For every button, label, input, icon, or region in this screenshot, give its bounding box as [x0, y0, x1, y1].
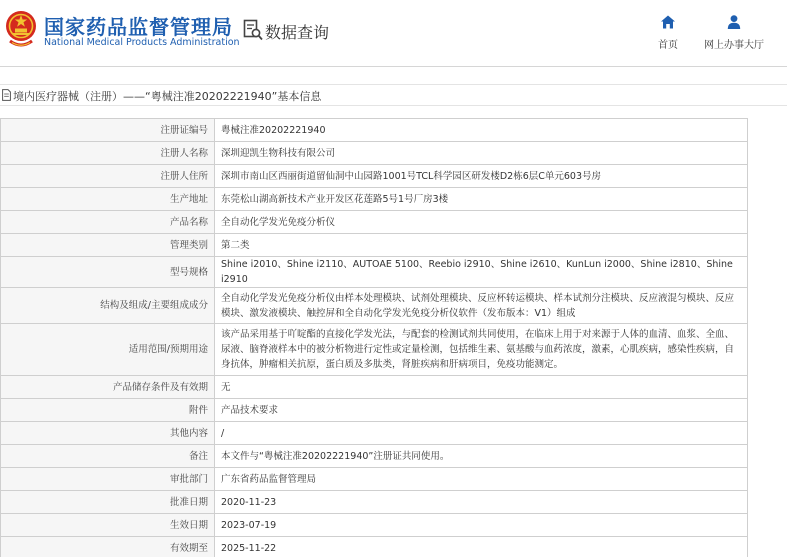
row-label: 管理类别 — [1, 234, 215, 257]
row-label: 注册证编号 — [1, 119, 215, 142]
row-label: 注册人住所 — [1, 165, 215, 188]
row-value: 无 — [215, 376, 748, 399]
row-label: 备注 — [1, 445, 215, 468]
row-value: 该产品采用基于吖啶酯的直接化学发光法，与配套的检测试剂共同使用，在临床上用于对来源于人体的血清、血浆、全血、尿液、脑脊液样本中的被分析物进行定性或定量检测，包括维生素、氨基酸与血药浓度，激素，心肌疾病，感染性疾病，自身抗体，肿瘤相关抗原，蛋白质及多肽类，肾脏疾病和肝病项目，免疫功能测定。 — [215, 324, 748, 376]
table-row — [1, 165, 748, 188]
table-row — [1, 491, 748, 514]
table-row — [1, 445, 748, 468]
row-label: 产品名称 — [1, 211, 215, 234]
table-row — [1, 468, 748, 491]
row-value: 本文件与“粤械注准20202221940”注册证共同使用。 — [215, 445, 748, 468]
row-label: 结构及组成/主要组成成分 — [1, 288, 215, 324]
nav-home-label: 首页 — [658, 40, 678, 51]
row-label: 适用范围/预期用途 — [1, 324, 215, 376]
national-emblem-icon — [4, 9, 38, 49]
row-value: / — [215, 422, 748, 445]
table-row — [1, 324, 748, 376]
user-icon — [726, 14, 742, 30]
header-divider — [0, 66, 787, 67]
table-row — [1, 142, 748, 165]
row-label: 有效期至 — [1, 537, 215, 557]
row-value: 全自动化学发光免疫分析仪由样本处理模块、试剂处理模块、反应杯转运模块、样本试剂分注模块、反应液混匀模块、反应模块、激发液模块、触控屏和全自动化学发光免疫分析仪软件（发布版本：V1）组成 — [215, 288, 748, 324]
nav-online-hall-label: 网上办事大厅 — [704, 40, 764, 51]
row-value: 深圳市南山区西丽街道留仙洞中山园路1001号TCL科学园区研发楼D2栋6层C单元603号房 — [215, 165, 748, 188]
row-label: 生效日期 — [1, 514, 215, 537]
table-row — [1, 188, 748, 211]
brand-name-cn: 国家药品监督管理局 — [44, 15, 233, 39]
breadcrumb — [0, 84, 787, 106]
document-icon — [2, 89, 11, 101]
table-row — [1, 288, 748, 324]
row-value: 第二类 — [215, 234, 748, 257]
nav-online-hall-link[interactable] — [694, 14, 774, 51]
table-row — [1, 257, 748, 288]
row-value: 深圳迎凯生物科技有限公司 — [215, 142, 748, 165]
table-row — [1, 399, 748, 422]
row-value: 产品技术要求 — [215, 399, 748, 422]
row-value: 2023-07-19 — [215, 514, 748, 537]
page-title: 数据查询 — [265, 23, 330, 42]
table-row — [1, 537, 748, 557]
row-label: 注册人名称 — [1, 142, 215, 165]
table-row — [1, 376, 748, 399]
row-label: 附件 — [1, 399, 215, 422]
row-value: Shine i2010、Shine i2110、AUTOAE 5100、Reebio i2910、Shine i2610、KunLun i2000、Shine i2810、Shine i2910 — [215, 257, 748, 288]
row-value: 广东省药品监督管理局 — [215, 468, 748, 491]
table-row — [1, 211, 748, 234]
row-value: 全自动化学发光免疫分析仪 — [215, 211, 748, 234]
home-icon — [660, 14, 676, 30]
row-value: 东莞松山湖高新技术产业开发区花莲路5号1号厂房3楼 — [215, 188, 748, 211]
row-value: 粤械注准20202221940 — [215, 119, 748, 142]
table-row — [1, 514, 748, 537]
row-label: 其他内容 — [1, 422, 215, 445]
row-label: 审批部门 — [1, 468, 215, 491]
breadcrumb-text: 境内医疗器械（注册）——“粤械注准20202221940”基本信息 — [13, 90, 322, 103]
data-query-icon — [243, 19, 263, 41]
table-row — [1, 119, 748, 142]
registration-info-table — [0, 118, 748, 557]
row-value: 2025-11-22 — [215, 537, 748, 557]
row-label: 生产地址 — [1, 188, 215, 211]
row-label: 型号规格 — [1, 257, 215, 288]
brand-name-en: National Medical Products Administration — [44, 37, 240, 48]
table-row — [1, 422, 748, 445]
table-row — [1, 234, 748, 257]
row-label: 产品储存条件及有效期 — [1, 376, 215, 399]
row-label: 批准日期 — [1, 491, 215, 514]
site-header — [0, 0, 787, 66]
row-value: 2020-11-23 — [215, 491, 748, 514]
